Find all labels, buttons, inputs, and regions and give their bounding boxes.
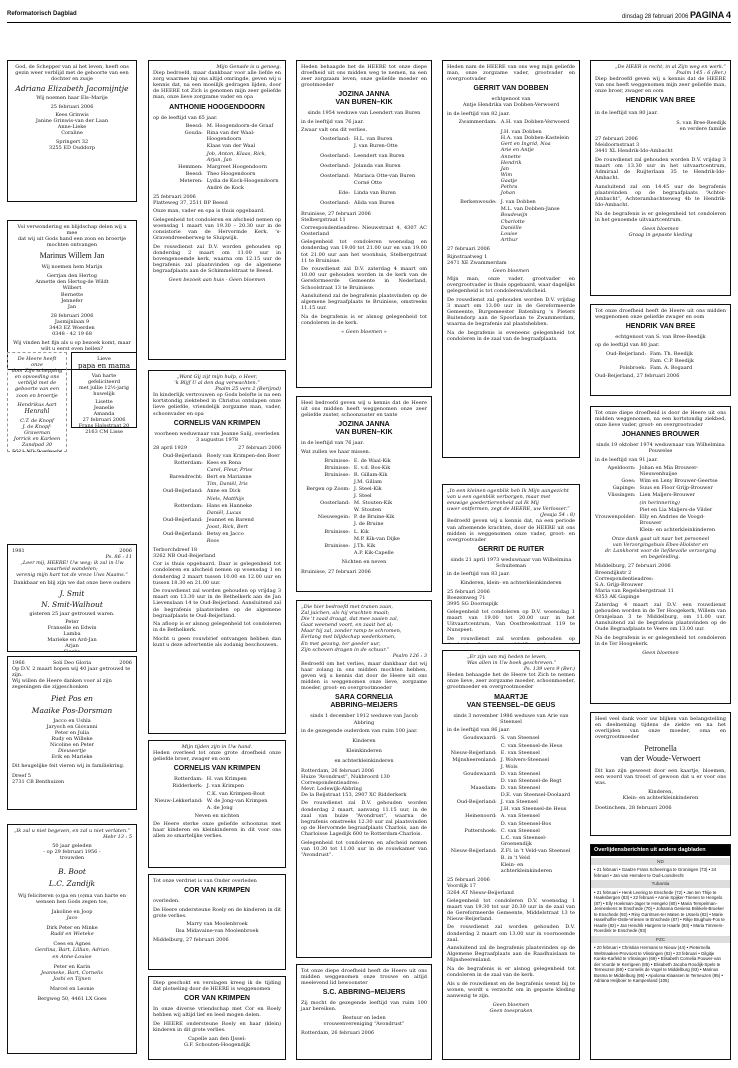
obituary-de-ruiter: „In een kleinen ogenblik heb Ik Mijn aangezicht van u een ogenblik verborgen, maar met eeuwige goedertierenheid zal Ik Mij uwer ontfermen, zegt de HEERE, uw Verlosser.” (Jesaja 54 : 8) Bedroefd geven wij u kennis dat, na een periode van afnemende krachten, door de HEERE uit ons midden is weggenomen onze vader, groot- en overgrootvader GERRIT DE RUITER sinds 21 april 1973 weduwnaar van Wilhelmina Schuiteman in de leeftijd van 83 jaar. Kinderen, klein- en achterkleinkinderen 25 februari 2006 Boezemweg 71 3995 SG Doornspijk Gelegenheid tot condoleren op D.V. woensdag 1 maart van 19.00 tot 20.00 uur in het Uitvaartcentrum, Van Oostbroekstraat 119 te Nunspeet. De rouwdienst zal worden gehouden op [442,484,580,644]
couple-name-2: Maaike Pos-Dorsman [31,705,113,715]
deceased-name: ANTHONIE HOOGENDOORN [169,103,265,111]
deceased-name: CORNELIS VAN KRIMPEN [173,765,261,773]
thank-you-van-der-woude: Heel veel dank voor uw blijken van belangstelling en deelneming tijdens de ziekte en na het overlijden van onze moeder, oma en overgrootmoeder Petronella van der Woude-Verwoert Dit kan zijn geweest door een kaartje, bloemen, een woord van troost of gewoon dat u er voor ons was. Kinderen, Klein- en achterkleinkinderen Doetinchem, 28 februari 2006 [590,712,731,836]
couple-name-1: J. Smit [59,588,85,598]
obituary-cornelis-family: Mijn tijden zijn in Uw hand. Heden overleed tot onze grote droefheid onze geliefde broer, zwager en oom CORNELIS VAN KRIMPEN Rotterdam: H. van Krimpen Ridderkerk: J. van Krimpen C.K. van Krimpen-Bout Nieuw-Lekkerland: W. de Jong-van Krimpen A. de Jong Neven en nichten De Heere sterke onze geliefde schoonzus met haar kinderen en kleinkinderen in dit voor ons allen zo smartelijke verlies. [148,740,286,868]
page-date: dinsdag 28 februari 2006 PAGINA 4 [621,10,731,20]
obituary-cor-moolenbroek: Tot onze verdriet is van Onder overleden COR VAN KRIMPEN overleden. De Heere ondersteune Roely en de kinderen in dit grote verlies. Marry van Moolenbroek Ilsa Midavaine-van Moolenbroek Middelburg, 27 februari 2006 [148,874,286,970]
obituary-abbring-avondrust: Tot onze diepe droefheid heeft de Heere uit ons midden weggenomen onze trouwe en altijd meelevend lid bewoonster S.C. ABBRING–MEIJERS Zij mocht de gezegende leeftijd van ruim 100 jaar bereiken. Bestuur en leden vrouwenvereniging “Avondrust” Rotterdam, 26 februari 2006 [296,964,432,1060]
couple-name-2: N. Smit-Walhout [41,599,103,609]
deceased-name: JOZINA JANNA VAN BUREN–KIK [335,421,393,437]
deceased-name: GERRIT VAN DOBBEN [473,85,549,93]
deceased-name: SARA CORNELIA ABBRING–MEIJERS [330,694,398,710]
page-header [7,8,731,23]
deceased-name: GERRIT DE RUITER [477,545,545,553]
deceased-name: COR VAN KRIMPEN [184,995,250,1003]
couple-name-2: L.C. Zandijk [48,878,96,888]
publication-name: Reformatorisch Dagblad [7,11,77,17]
birth-announcement-adriana: God, de Schepper van al het leven, heeft ons gezin weer verblijd met de geboorte van een dochter en zusje Adriana Elizabeth Jacomijntje Wij noemen haar Els–Marije 25 februari 2006 Kees Grinwis Janine Grinwis-van der Laan Anne-Lieke Coraline Springert 32 3255 ED Ouddorp [7,60,137,202]
section-pzc: PZC [591,936,730,944]
obituary-cor-schouten: Diep geschokt en verslagen kreeg ik de tijding dat plotseling door de HEERE is weggenomen COR VAN KRIMPEN In onze diverse vriendschap met Cor en Roely hebben wij altijd lief en leed mogen delen. De HEERE ondersteune Roely en haar (klein) kinderen in dit grote verlies. Capelle aan den IJssel: G.F. Schouten-Hoogendijk [148,976,286,1060]
deceased-name: S.C. ABBRING–MEIJERS [322,989,406,997]
deceased-name: CORNELIS VAN KRIMPEN [173,419,261,427]
anniversary-smit: 1981 2006 Ps. 86 : 11 „Leer mij, HEERE! Uw weg; ik zal in Uw waarheid wandelen; verenig mijn hart tot de vreze Uws Naams.” Dankbaar en blij zijn we dat onze lieve ouders J. Smit N. Smit-Walhout gisteren 25 jaar getrouwd waren. Peter Franselle en Edwin Lamba Marieke en Ard-Jan Arjan [7,544,137,652]
section-nd: ND [591,858,730,866]
obituary-van-buren-kik: Heden behaagde het de HEERE tot onze diepe droefheid uit ons midden weg te nemen, na een zeer zorgzaam leven, onze geliefde moeder en grootmoeder JOZINA JANNA VAN BUREN–KIK sinds 1954 weduwe van Leendert van Buren in de leeftijd van 76 jaar. Zwaar valt ons dit verlies. Oosterland: H.L. van Buren J. van Buren-Otte Oosterland: Leendert van Buren Oosterland: Jolanda van Buren Oosterland: Mariaca Otte-van Buren Corné Otte Ede: Linda van Buren Oosterland: Alida van Buren Bruinisse, 27 februari 2006 Stelbergstraat 11 Correspondentieadres: Nieuwstraat 4, 4307 AC Oosterland Gelegenheid tot condoleren woensdag en donderdag van 19.00 tot 21.00 uur en van 19.00 tot 21.00 uur aan het woonhuis, Stelbergstraat 11 te Bruinisse. De rouwdienst zal D.V. zaterdag 4 maart om 10.00 uur gehouden worden in de kerk van de Gereformeerde Gemeente in Nederland, Schoolstraat 13 te Bruinisse. Aansluitend zal de begrafenis plaatsvinden op de algemene begraafplaats te Bruinisse, omstreeks 11.15 uur. Na de begrafenis is er alsnog gelegenheid tot condoleren in de kerk. « Geen bloemen » [296,60,432,388]
obituary-van-bree-family: Tot onze droefheid heeft de Heere uit ons midden weggenomen onze geliefde zwager en oom HENDRIK VAN BREE echtgenoot van S. van Bree-Reedijk op de leeftijd van 80 jaar. Oud-Beijerland: Fam. Th. Reedijk Fam. C.P. Reedijk Polsbroek: Fam. A. Bogaard Oud-Beijerland, 27 februari 2006 [590,304,731,396]
anniversary-wish-parents: Lieve papa en mama Van harte gefeliciteerd met jullie 12½-jarig huwelijk Lisette Jeanelle Amanda 27 februari 2006 Frans Halsstraat 20 2163 CM Lisse [71,352,137,428]
birth-announcement-marinus: Vol verwondering en blijdschap delen wij u mee dat wij uit Gods hand een zoon en broertje mochten ontvangen Marinus Willem Jan Wij noemen hem Marijn Gerrjan den Hertog Annette den Hertog-de Wildt Wilbert Bernette Jennefer Jan 28 februari 2006 Jasmijnlaan 9 3443 EZ Woerden 0348 - 42 19 68 Wij vinden het fijn als u op bezoek komt, maar wilt u eerst even bellen? [7,220,137,370]
couple-name-1: Piet Pos en [50,694,94,704]
obituary-van-dobben: Heden nam de HEERE van ons weg mijn geliefde man, onze zorgzame vader, grootvader en overgrootvader GERRIT VAN DOBBEN echtgenoot van Antje Hendrika van Dobben-Verwoerd in de leeftijd van 82 jaar. Zwammerdam: A.H. van Dobben-Verwoerd J.H. van Dobben H.A. van Dobben-Kastelein Gert en Ingrid, Noa Arie en Antje Annette Hendrik Jan Wim Gaatje Pethra Johan Berkenwoude: J. van Dobben M.L. van Dobben-Janse Boudewijn Charlotte Daniëlle Louise Arthur 27 februari 2006 Rijnstraatweg 1 2471 XE Zwammerdam Geen bloemen Mijn man, onze vader, grootvader en overgrootvader is thuis opgebaard, waar dagelijks gelegenheid is tot condoleren/afscheid. De rouwdienst zal gehouden worden D.V. vrijdag 3 maart om 13.00 uur in de Gereformeerde Gemeente, Burgemeester Batenburg 's Pieters Buitendorp aan de Spoorlaan te Zwammerdam, waarna de begrafenis zal plaatshebben. Na de begrafenis is eveneens gelegenheid tot condoleren in de zaal van de begraafplaats. [442,60,580,458]
child-name: Marinus Willem Jan [39,251,105,261]
deceased-name: JOZINA JANNA VAN BUREN–KIK [335,91,393,107]
birth-announcement-hendrikus: De Heere heeft onze door Zijn schepping en opvoeding ons verblijd met de geboorte van een zoon en broertje Hendrikus Aart Henrahl C.T. de Knopf J. de Knopf-Graveman Jorrick en Karleen Zandpad 30 5621 ND Dordrecht [7,352,67,452]
obituary-cornelis-van-krimpen: „Want Gij zijt mijn hulp, o Heer, 'k Blijf U al den dag verwachten.” Psalm 25 vers 2 (Berijmd) In kinderlijk vertrouwen op Gods belofte is na een kortstondig ziektebed in Christus ontslapen onze lieve geliefde, vriendelijk zorgzame man, vader, schoonvader en opa CORNELIS VAN KRIMPEN voorheen weduwnaar van Jeanne Salij, overleden 3 augustus 1978 28 april 1929 27 februari 2006 Oud-Beijerland: Roely van Krimpen-den Boer Rotterdam: Kees en Rena Carel, Fleur, Priss Barendrecht: Bert en Marianne Tim, Daniël, Iris Oud-Beijerland: Anne en Dick Niels, Matthijs Rotterdam: Hans en Hanneke Daniël, Lucas Oud-Beijerland: Jeannet en Barend Joost, Rick, Bert Oud-Beijerland: Betsy en Jacco Roos Terborchdreef 18 3262 NB Oud-Beijerland Cor is thuis opgebaard. Daar is gelegenheid tot condoleren en afscheid nemen op woensdag 1 en donderdag 2 maart tussen 10.00 en 12.00 uur en tussen 18.30 en 21.00 uur. De rouwdienst zal worden gehouden op vrijdag 3 maart om 13.30 uur in de Bethelkerk aan de Jan Lievenslaan 14 te Oud-Beijerland. Aansluitend zal de begrafenis plaatsvinden op de algemene begraafplaats te Oud-Beijerland. Na afloop is er alsnog gelegenheid tot condoleren in de Bethelkerk. Mocht u geen rouwbrief ontvangen hebben dan kunt u deze advertentie als zodanig beschouwen. [148,370,286,734]
obituary-brouwer: Tot onze diepe droefheid is door de Heere uit ons midden weggenomen, na een kortstondig ziekbed, onze lieve vader, groot- en overgrootvader JOHANNES BROUWER sinds 19 oktober 1974 weduwnaar van Wilhelmina Pouwelse in de leeftijd van 91 jaar. Apeldoorn: Johan en Mia Brouwer-Nieuwenhuijse Goes: Wim en Leny Brouwer-Geertse Gapinge: Suus en Floor Grijp-Brouwer Vlissingen: Lien Maljers-Brouwer (in herinnering) Piet en Lia Maljers-de Vilder Vrouwenpolder: Elly en Andries de Voogd-Brouwer Klein- en achterkleinkinderen Onze dank gaat uit naar het personeel van Verzorgingshuis Ebes-Hiolster en dr. Lankhorst voor de liefdevolle verzorging en begeleiding. Middelburg, 27 februari 2006 Breendijkstr 2 Correspondentieadres: S.A. Grijp-Brouwer Maria van Regelsbergstraat 11 4353 AK Gapinge Zaterdag 4 maart zal D.V. een rouwdienst gehouden worden in de Ter Hoogekerk, Willem van Oranjelaan 3 te Middelburg, om 11.00 uur. Aansluitend zal de begrafenis plaatsvinden op de Oude Begraafplaats te Veere om 13.00 uur. Na de begrafenis is er gelegenheid tot condoleren in de Ter Hoogekerk. Geen bloemen [590,406,731,704]
deceased-name: HENDRIK VAN BREE [625,323,696,331]
deceased-name: COR VAN KRIMPEN [184,887,250,895]
obituary-van-steensel: „Er zijn van mij heden te leven, Was allen in Uw boek geschreven.” Ps. 139 vers 9 (Ber.) Heden behaagde het de Heere tot Zich te nemen onze lieve, zeer zorgzame moeder, schoonmoeder, grootmoeder en overgrootmoeder MAARTJE VAN STEENSEL–DE GEUS sinds 3 november 1986 weduwe van Arie van Steensel in de leeftijd van 86 jaar. Goudswaard: S. van Steensel C. van Steensel-de Heus Nieuw-Beijerland: E. van Steensel Mijnsheerenland: J. Wolvers-Steensel J. Wols Goudswaard: D. van Steensel D. van Steensel-de Regt Maasdam: D. van Steensel D.E. van Steensel-Doolaard Oud-Beijerland: J. van Steensel J.H. van Steensel-de Heus Heinenoord: A. van Steensel D. van Steensel-Bos Puttershoek: C. van Steensel L.C. van Steensel-Groenendijk Nieuw-Beijerland: Z.Fl. in 't Veld-van Steensel B. in 't Veld Klein- en achterkleinkinderen 25 februari 2006 Voordijk 17 3264 AT Nieuw-Beijerland Gelegenheid tot condoleren D.V. woensdag 1 maart van 19.30 tot uur 20.30 uur in de zaal van de Gereformeerde Gemeente, Middelstraat 13 te Nieuw-Beijerland. De rouwdienst zal worden gehouden D.V. donderdag 2 maart om 13.00 uur in voornoemde zaal. Aansluitend zal de begrafenis plaatsvinden op de Algemene Begraafplaats aan de Raadhuislaan te Mijnsheerenland. Na de begrafenis is er alsnog gelegenheid tot condoleren in de zaal van de kerk. Als u de rouwdienst en de begrafenis wenst bij te wonen, wordt u verzocht om in gepaste kleding aanwezig te zijn. Geen bloemen Geen toespraken [442,650,580,1060]
obituary-hoogendoorn: Mijn Genade is u genoeg. Diep bedroefd, maar dankbaar voor alle liefde en zorg waarmee hij ons altijd omringde, geven wij u kennis dat, na een moeilijk gedragen lijden, door de HEERE tot Zich is genomen mijn zeer geliefde man, onze lieve zorgzame vader en opa ANTHONIE HOOGENDOORN op de leeftijd van 65 jaar. Beesd: M. Hoogendoorn-de Graaf Gouda: Rina van der Waal-Hoogendoorn Klaas van der Waal Job, Anton, Klaas, Rick, Arjan, Jan Hemmen: Margreet Hoogendoorn Beesd: Theo Hoogendoorn Meteren: Lydia de Kock-Hoogendoorn André de Kock 25 februari 2006 Platteweg 37, 2511 BP Beesd Onze man, vader en opa is thuis opgebaard. Gelegenheid tot condoleren en afscheid nemen op woensdag 1 maart van 19.30 – 20.30 uur in de consistorie van de Hervormde Kerk, 's-Gravendreeeberweg te Sluipwijk. De rouwdienst zal D.V. worden gehouden op donderdag 2 maart om 11.00 uur in bovengenoemde kerk, waarna om 12.15 uur de begrafenis zal plaatsvinden op de algemene begraafplaats aan de Schimmelstraat te Beesd. Geen bezoek aan huis - Geen bloemen [148,60,286,360]
anniversary-boot: „Ik zal u niet begeven, en zal u niet verlaten.” Hebr 13 : 5 50 jaar geleden - op 29 februari 1956 - trouwden B. Boot L.C. Zandijk Wij feliciteren (o)pa en (o)ma van harte en wensen hen Gods zegen toe, Jakoline en Joop Jaco Dirk Peter en Minke Rudd en Wieteke Cees en Agnes Gerdina, Bart, Lillian, Adrian en Anne-Louise Peter en Karin Jeanneke, Bart, Cornelis Joshi en Tijnen Marcel en Leonie Bergweg 50, 4461 LX Goes [7,824,137,1054]
couple-name-1: B. Boot [58,867,86,877]
obituary-abbring-meijers: „Die hier bedroefd met tranen zaan, Zal juichen, als hij vruchten maait; Die 't zaad draagt, dat mee zaaien zal, Gaat weenend voort, en zaait het al; Maar hij zal, zonder ramp te schromen, Eerlang met blijdschap wederkomen, En met gezang, ter goeder uur, Zijn schoven dragen in de schuur.” Psalm 126 : 3 Bedroefd om het verlies, maar dankbaar dat wij haar zolang in ons midden mochten hebben, geven wij u kennis dat door de Heere uit ons midden is weggenomen onze lieve, zorgzame moeder, groot- en overgrootmoeder SARA CORNELIA ABBRING–MEIJERS sinds 1 december 1912 weduwe van Jacob Abbring in de gezegende ouderdom van ruim 100 jaar. Kinderen Kleinkinderen en achterkleinkinderen Rotterdam, 26 februari 2006 Huize “Avondrust”, Nukbroord 130 Correspondentieadres: Mevr. Lodewijk-Abbring De la Reijstraat 153, 2907 XC Ridderkerk De rouwdienst zal D.V. gehouden worden donderdag 2 maart, aanvang 11.15 uur, in de zaal van huize “Avondrust”, waarna de begrafenis omstreeks 12.30 uur zal plaatsvinden op de Hervormde begraafplaats Charlois, aan de Charloisse Lagedijk 600 te Rotterdam-Charlois. Gelegenheid tot condoleren en afscheid nemen van 10.30 tot 11.00 uur in de rouwkamer van “Avondrust”. [296,600,432,958]
obituary-van-buren-kik-siblings: Heel bedroefd geven wij u kennis dat de Heere uit ons midden heeft weggenomen onze zeer geliefde zuster, schoonzuster en tante JOZINA JANNA VAN BUREN–KIK in de leeftijd van 76 jaar. Wat zullen we haar missen. Bruinisse: E. de Waal-Kik Bruinisse: E. v.d. Bos-Kik Bruinisse: R. Gillam-Kik J.M. Gillam Bergen op Zoom: J. Steel-Kik J. Steel Oosterland: M. Stouten-Kik W. Stouten Nieuwegein: P. de Bruine-Kik J. de Bruine Bruinisse: L. Kik M.P. Kik-van Dijke Bruinisse: J.Th. Kik A.P. Kik-Capelle Nichten en neven Bruinisse, 27 februari 2006 [296,396,432,592]
obituary-van-bree: „De HEER is recht, in al Zijn weg en werk.” Psalm 145 : 6 (Ber.) Diep bedroefd geven wij u kennis dat de HEERE van ons heeft weggenomen mijn zeer geliefde man, onze broer, zwager en oom HENDRIK VAN BREE in de leeftijd van 80 jaar. S. van Bree-Reedijk en verdere familie 27 februari 2006 Meidoornstraat 3 3441 XL Hendrik-Ido-Ambacht De rouwdienst zal gehouden worden D.V. vrijdag 3 maart om 13.30 uur in het uitvaartcentrum, Admiraal de Ruijterlaan 35 te Hendrik-Ido-Ambacht. Aansluitend zal om 14.45 uur de begrafenis plaatsvinden op de begraafplaats “Achter-Ambacht”, Achterambachtseweg 4b te Hendrik-Ido-Ambacht. Na de begrafenis is er gelegenheid tot condoleren in het genoemde uitvaartcentrum. Geen bloemen Graag in gepaste kleding [590,60,731,296]
section-tubantia: Tubantia [591,880,730,888]
deceased-name: Petronella van der Woude-Verwoert [620,744,701,764]
anniversary-pos: 1966 Soli Deo Gloria 2006 Op D.V. 2 maart hopen wij 40 jaar getrouwd te zijn. Wij willen de Heere danken voor al zijn zegeningen die zijgeschonken Piet Pos en Maaike Pos-Dorsman Jacco en Ushla Jaryoch en Giovanni Peter en Julia Rudy en Willeke Nicoline en Peter Dieuwertje Erik en Marieke Dit heugelijke feit vieren wij in familiekring. Dreef 5 2731 CB Benthuizen [7,656,137,810]
obituaries-title: Overlijdensberichten uit andere dagbladen [591,845,730,856]
birth-and-anniversary-pair [7,352,137,452]
deceased-name: MAARTJE VAN STEENSEL–DE GEUS [466,693,556,709]
deceased-name: HENDRIK VAN BREE [625,97,696,105]
child-name: Adriana Elizabeth Jacomijntje [15,84,129,94]
deceased-name: JOHANNES BROUWER [621,431,700,439]
obituaries-other-papers: Overlijdensberichten uit andere dagbladen ND • 21 februari • Gaatze Frans Scheeringa te Groningen (73) • 24 februari • Jan van Hemden te Oud-Loosdrecht Tubantia • 21 februari • Henk Leering te Enschede (72) • Jan ten Thije te Haaksbergen (83) • 22 februari • Annie Spijker-Trienen te Hengelo (87) • Elly Hoekman-Jager te Hengelo (80) • Maria Tempelman-Jenneskens te Enschede (70) • Johanna Gesiena Brikkels-Broeker te Enschede (92) • Riny Garritsen-ter Maten te Usselo (82) • Marie Haselhoffer-Ostle-Vriesen te Enschede (87) • Rikje Brughuis-Fox te Haarle (82) • Jan Hendrik Hargens te Haarle (83) • Maria Timmers-Roerdink te Enschede (93) PZC • 20 februari • Christian Hermans te Nieuw (44) • Pieternella Weltmaakes-Provoost te Vlissingen (82) • 23 februari • Gilgitje Kunks-Karfeld te Vlissingen (69) • Elisabeth Cornelia Pouwer-van der Voorde te Kerrigeen (85) • Elisabeth Jacoba Roodijk-Spels te Terneuzen (69) • Cornelis de Vogel te Middelburg (93) • Marinus Bosma te Middelburg (95) • Apolonia Klaassen te Terneuzen (95) • Adriana Heijboer te Kampenland (105) [590,844,731,1060]
